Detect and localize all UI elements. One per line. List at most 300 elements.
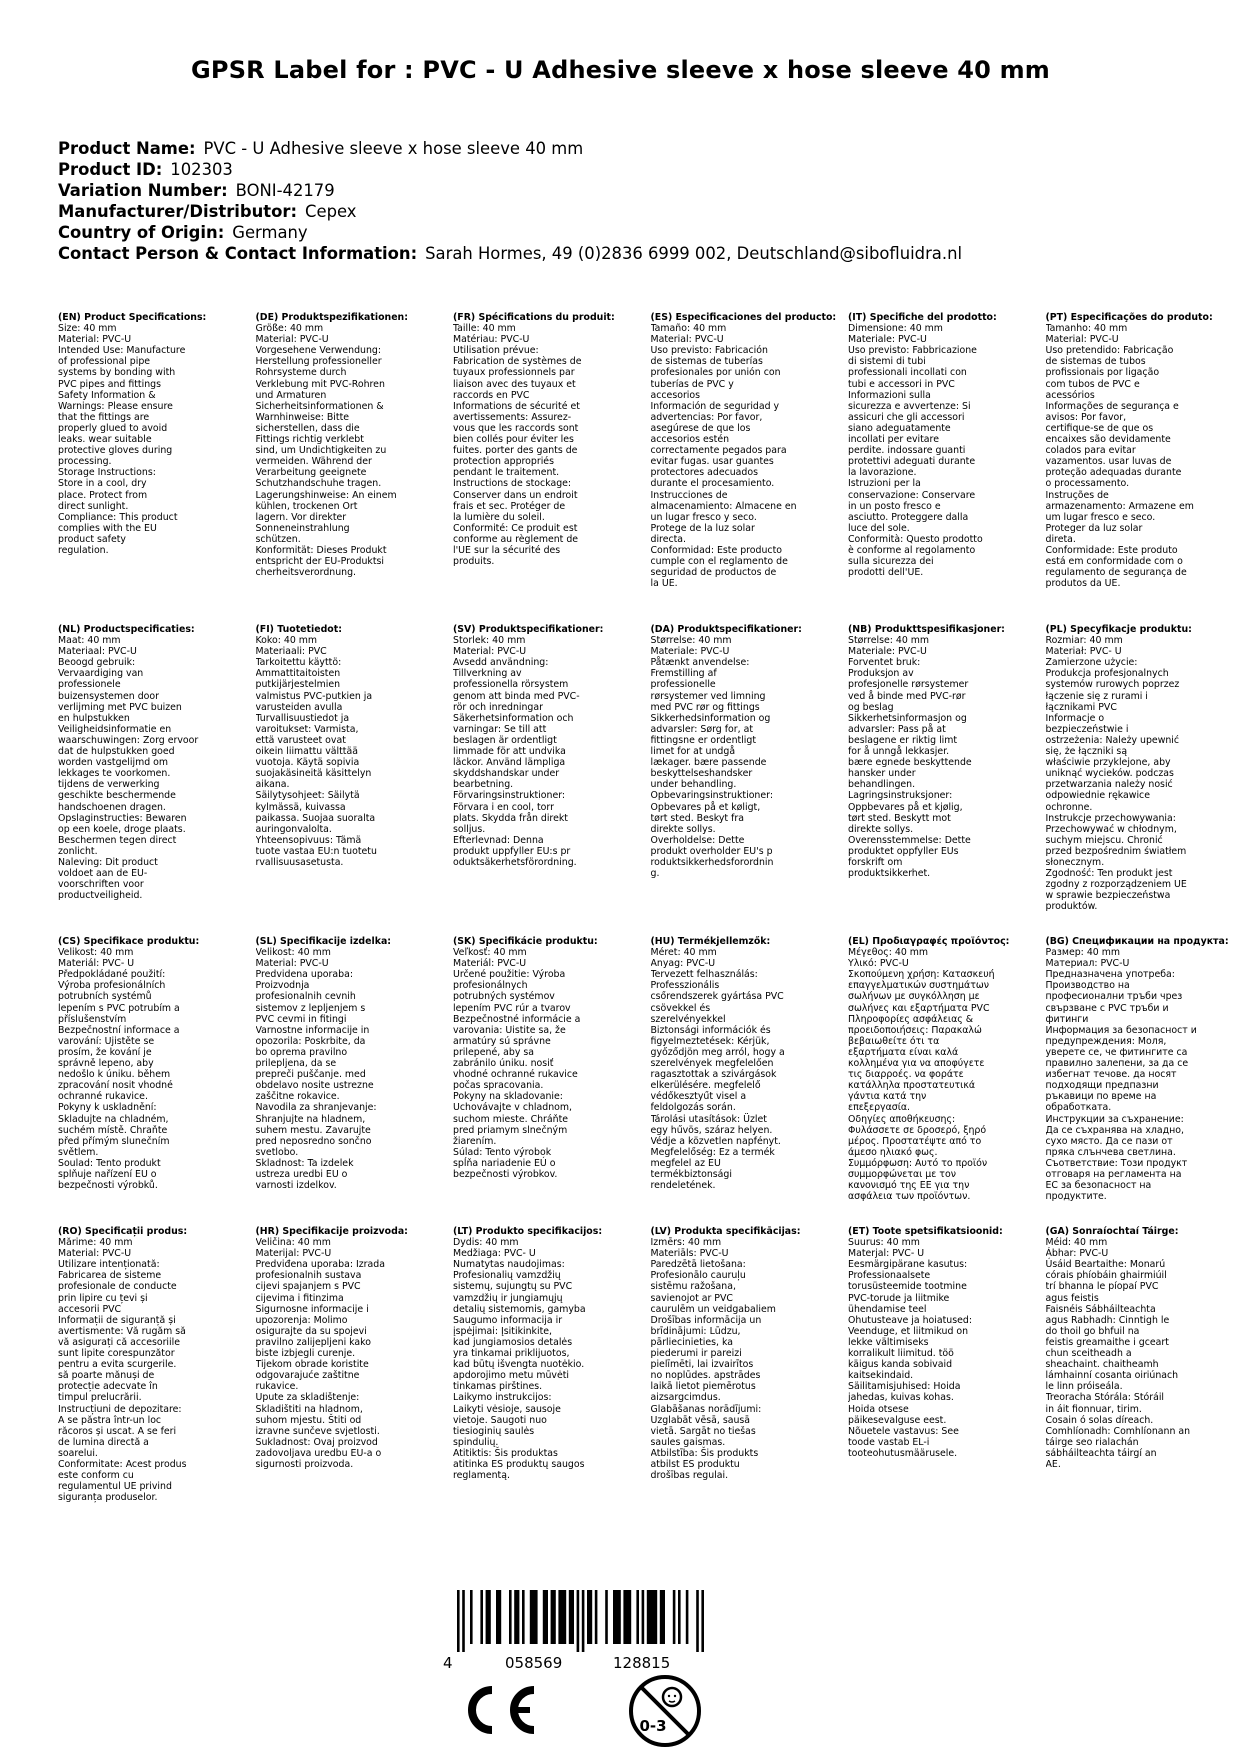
spec-line: bo oprema pravilno [255, 1046, 348, 1058]
spec-line: Conformité: Ce produit est [453, 522, 578, 534]
spec-line: győződjön meg arról, hogy a [650, 1046, 785, 1058]
spec-line: Yhteensopivuus: Tämä [255, 834, 362, 846]
spec-heading: (SL) Specifikacije izdelka: [255, 936, 392, 947]
spec-line: εξαρτήματα είναι καλά [848, 1046, 959, 1058]
spec-line: tuote vastaa EU:n tuotetu [255, 845, 377, 857]
spec-line: Ammattitaitoisten [255, 668, 341, 680]
spec-line: Navodila za shranjevanje: [255, 1102, 377, 1114]
spec-line: Skladnost: Ta izdelek [255, 1157, 354, 1169]
spec-heading: (DA) Produktspecifikationer: [650, 624, 802, 635]
spec-line: evitar fugas. usar guantes [650, 456, 774, 468]
spec-line: varovania: Uistite sa, že [453, 1024, 566, 1036]
spec-line: Materiale: PVC-U [650, 646, 730, 658]
spec-line: megfelel az EU [650, 1157, 721, 1169]
barcode-bar [577, 1590, 580, 1652]
spec-line: tørt sted. Beskytt mot [848, 812, 951, 824]
spec-line: figyelmeztetések: Kérjük, [650, 1035, 770, 1047]
spec-line: atbilst ES produktu [650, 1458, 740, 1470]
spec-line: įspėjimai: Įsitikinkite, [453, 1325, 553, 1337]
spec-line: Medžiaga: PVC- U [453, 1248, 536, 1260]
spec-line: voorschriften voor [58, 879, 144, 891]
spec-line: schützen. [255, 533, 301, 545]
spec-block [651, 312, 849, 624]
barcode-bar [587, 1590, 592, 1644]
spec-line: sistemų, sujungtų su PVC [453, 1281, 573, 1293]
spec-block [1046, 312, 1241, 624]
spec-line: PVC-torude ja liitmike [848, 1292, 950, 1304]
spec-line: počas spracovania. [453, 1080, 544, 1092]
spec-line: Skladujte na chladném, [58, 1113, 169, 1125]
spec-line: systems by bonding with [58, 367, 176, 379]
spec-line: Fabrication de systèmes de [453, 356, 582, 368]
spec-line: Storage Instructions: [58, 467, 156, 479]
spec-line: Produkcja profesjonalnych [1045, 668, 1169, 680]
spec-line: le linn próiseála. [1045, 1381, 1123, 1393]
spec-line: Tárolási utasítások: Üzlet [650, 1113, 767, 1125]
spec-block [848, 312, 1046, 624]
spec-line: przed bezpośrednim światłem [1045, 845, 1187, 857]
spec-line: prodotti dell'UE. [848, 567, 924, 579]
spec-line: sicherstellen, dass die [255, 422, 360, 434]
spec-line: beslagene er riktig limt [848, 734, 958, 746]
spec-line: ασφάλεια των προϊόντων. [848, 1191, 971, 1203]
spec-line: Fabricarea de sisteme [58, 1270, 162, 1282]
spec-line: prilepljena, da se [255, 1058, 337, 1070]
spec-line: Informations de sécurité et [453, 400, 580, 412]
spec-line: lækager. bære passende [650, 757, 767, 769]
spec-line: Φυλάσσετε σε δροσερό, ξηρό [848, 1124, 987, 1136]
spec-line: Mărime: 40 mm [58, 1237, 133, 1249]
spec-line: védőkesztyűt visel a [650, 1091, 747, 1103]
spec-line: Skladištiti na hladnom, [255, 1403, 363, 1415]
spec-line: place. Protect from [58, 489, 148, 501]
spec-line: apdorojimo metu mūvėti [453, 1370, 569, 1382]
spec-heading: (NB) Produkttspesifikasjoner: [848, 624, 1005, 635]
spec-block [256, 936, 454, 1226]
spec-heading: (HU) Termékjellemzők: [650, 936, 771, 947]
spec-line: Určené použitie: Výroba [453, 969, 566, 981]
spec-line: leaks. wear suitable [58, 434, 152, 446]
spec-line: tubi e accessori in PVC [848, 378, 955, 390]
spec-line: asegúrese de que los [650, 422, 751, 434]
spec-line: lepením s PVC potrubím a [58, 1002, 180, 1014]
spec-line: forskrift om [848, 856, 903, 868]
spec-block [256, 624, 454, 936]
spec-line: of professional pipe [58, 356, 151, 368]
spec-line: Paredzētā lietošana: [650, 1259, 746, 1271]
spec-line: Размер: 40 mm [1045, 947, 1120, 959]
spec-line: vă asigurați că accesoriile [58, 1336, 181, 1348]
spec-line: läckor. Använd lämpliga [453, 757, 566, 769]
spec-line: è conforme al regolamento [848, 544, 976, 556]
spec-line: incollati per evitare [848, 434, 939, 446]
country-of-origin-row: Country of Origin: Germany [58, 223, 308, 242]
spec-line: beslagen är ordentligt [453, 734, 557, 746]
spec-line: cumple con el reglamento de [650, 556, 788, 568]
barcode-digit-first: 4 [443, 1654, 453, 1672]
spec-line: under behandling. [650, 779, 737, 791]
spec-line: perdite. indossare guanti [848, 445, 966, 457]
spec-line: słonecznym. [1045, 856, 1105, 868]
spec-line: Πληροφορίες ασφάλειας & [848, 1013, 974, 1025]
barcode-bar [569, 1590, 574, 1644]
spec-heading: (RO) Specificații produs: [58, 1226, 188, 1237]
spec-line: vous que les raccords sont [453, 422, 579, 434]
spec-line: bezpieczeństwie i [1045, 723, 1129, 735]
spec-line: conforme au règlement de [453, 533, 579, 545]
spec-line: direta. [1045, 533, 1076, 545]
spec-line: kylmässä, kuivassa [255, 801, 346, 813]
spec-line: kaitsekindaid. [848, 1370, 914, 1382]
spec-block [651, 624, 849, 936]
spec-line: Overensstemmelse: Dette [848, 834, 971, 846]
spec-line: συμμορφώνεται με τον [848, 1168, 956, 1180]
spec-line: bære egnede beskyttende [848, 757, 972, 769]
spec-line: sunt lipite corespunzător [58, 1348, 175, 1360]
spec-line: geschikte beschermende [58, 790, 176, 802]
spec-line: de sistemas de tubos [1045, 356, 1146, 368]
spec-line: varusteiden avulla [255, 701, 343, 713]
spec-line: vamzdžių ir jungiamųjų [453, 1292, 563, 1304]
spec-line: žiarením. [453, 1135, 497, 1147]
spec-line: избегнат течове. да носят [1045, 1069, 1177, 1081]
spec-line: skyddshandskar under [453, 768, 560, 780]
spec-line: PVC cevmi in fitingi [255, 1013, 347, 1025]
spec-line: Veľkosť: 40 mm [453, 947, 527, 959]
spec-line: Σκοπούμενη χρήση: Κατασκευή [848, 969, 995, 981]
spec-line: Materiaali: PVC [255, 646, 327, 658]
spec-heading: (FR) Spécifications du produit: [453, 312, 615, 323]
spec-line: фитинги [1045, 1013, 1089, 1025]
spec-line: Biztonsági információk és [650, 1024, 771, 1036]
spec-heading: (NL) Productspecificaties: [58, 624, 195, 635]
spec-line: Eesmärgipärane kasutus: [848, 1259, 968, 1271]
spec-line: agus Rabhadh: Cinntigh le [1045, 1314, 1170, 1326]
age-warning-icon [627, 1673, 703, 1749]
spec-line: Súlad: Tento výrobok [453, 1146, 552, 1158]
spec-line: tørt sted. Beskyt fra [650, 812, 744, 824]
spec-line: σωλήνες και εξαρτήματα PVC [848, 1002, 990, 1014]
spec-line: professionella rörsystem [453, 679, 569, 691]
spec-line: kad jungiamosios detalės [453, 1336, 573, 1348]
spec-line: córais phíobáin ghairmiúil [1045, 1270, 1167, 1282]
spec-line: Compliance: This product [58, 511, 178, 523]
spec-line: jahedas, kuivas kohas. [848, 1392, 954, 1404]
spec-line: avisos: Por favor, [1045, 411, 1127, 423]
spec-line: Warnings: Please ensure [58, 400, 173, 412]
spec-line: Intended Use: Manufacture [58, 345, 186, 357]
spec-line: Instrukcje przechowywania: [1045, 812, 1176, 824]
product-id-row: Product ID: 102303 [58, 160, 233, 179]
spec-line: accesorios [650, 389, 701, 401]
spec-line: ostrzeżenia: Należy upewnić [1045, 734, 1180, 746]
spec-line: Veenduge, et liitmikud on [848, 1325, 969, 1337]
spec-line: lekke vältimiseks [848, 1336, 929, 1348]
spec-line: Sikkerhedsinformation og [650, 712, 771, 724]
spec-line: Istruzioni per la [848, 478, 921, 490]
spec-line: Konformität: Dieses Produkt [255, 544, 387, 556]
spec-line: Materiāls: PVC-U [650, 1248, 729, 1260]
spec-line: varnosti izdelkov. [255, 1180, 337, 1192]
spec-line: regulamento de segurança de [1045, 567, 1187, 579]
spec-line: la lumière du soleil. [453, 511, 545, 523]
spec-line: profesionale de conducte [58, 1281, 177, 1293]
spec-line: Taille: 40 mm [453, 323, 516, 335]
spec-line: egy hűvös, száraz helyen. [650, 1124, 773, 1136]
spec-line: elkerülésére. megfelelő [650, 1080, 761, 1092]
spec-line: Profesionālo cauruļu [650, 1270, 746, 1282]
spec-line: sábháilteachta táirgí an [1045, 1447, 1157, 1459]
spec-line: uniknąć wycieków. podczas [1045, 768, 1174, 780]
spec-block [651, 1226, 849, 1586]
spec-line: Vervaardiging van [58, 668, 144, 680]
spec-line: Beschermen tegen direct [58, 834, 177, 846]
spec-line: Conformitate: Acest produs [58, 1458, 187, 1470]
barcode-bar [530, 1590, 538, 1644]
spec-line: izravne sunčeve svjetlosti. [255, 1425, 380, 1437]
spec-heading: (LT) Produkto specifikacijos: [453, 1226, 603, 1237]
spec-line: la lavorazione. [848, 467, 917, 479]
spec-line: pielīmēti, lai izvairītos [650, 1359, 754, 1371]
spec-line: lagern. Vor direkter [255, 511, 347, 523]
spec-line: behandlingen. [848, 779, 916, 791]
spec-line: odpowiednie rękawice [1045, 790, 1150, 802]
spec-line: direkte sollys. [848, 823, 914, 835]
spec-line: Drošības informācija un [650, 1314, 762, 1326]
spec-line: advarsler: Pass på at [848, 723, 946, 735]
barcode-bars [443, 1590, 743, 1652]
spec-line: sheachaint. chaitheamh [1045, 1359, 1159, 1371]
spec-line: PVC pipes and fittings [58, 378, 161, 390]
barcode-bar [642, 1590, 645, 1644]
spec-line: łączenie się z rurami i [1045, 690, 1148, 702]
barcode-bar [558, 1590, 566, 1644]
spec-line: Protege de la luz solar [650, 522, 755, 534]
spec-line: Instruções de [1045, 489, 1109, 501]
spec-line: professionelle [650, 679, 716, 691]
barcode-bar [595, 1590, 598, 1644]
age-warning-text: 0-3 [639, 1717, 667, 1735]
spec-line: vietoje. Saugoti nuo [453, 1414, 547, 1426]
spec-line: prilepené, aby sa [453, 1046, 535, 1058]
spec-line: Uso previsto: Fabricación [650, 345, 768, 357]
spec-line: Conformità: Questo prodotto [848, 533, 983, 545]
spec-line: μέρος. Προστατέψτε από το [848, 1135, 982, 1147]
spec-line: termékbiztonsági [650, 1168, 732, 1180]
spec-line: profesjonelle rørsystemer [848, 679, 969, 691]
spec-line: sistēmu ražošana, [650, 1281, 736, 1293]
spec-line: agus feistis [1045, 1292, 1099, 1304]
spec-block [1046, 624, 1241, 936]
spec-line: zgodny z rozporządzeniem UE [1045, 879, 1187, 891]
barcode-bar [514, 1590, 519, 1644]
spec-block [58, 624, 256, 936]
spec-line: Pokyny k uskladnění: [58, 1102, 157, 1114]
barcode-bar [696, 1590, 699, 1652]
spec-line: Rohrsysteme durch [255, 367, 347, 379]
spec-line: kühlen, trockenen Ort [255, 500, 358, 512]
spec-line: κατάλληλα προστατευτικά [848, 1080, 976, 1092]
spec-line: acessórios [1045, 389, 1095, 401]
spec-line: επαγγελματικών συστημάτων [848, 980, 989, 992]
spec-line: Proteger da luz solar [1045, 522, 1143, 534]
spec-line: Beoogd gebruik: [58, 657, 136, 669]
spec-line: Opbevares på et køligt, [650, 801, 761, 813]
spec-line: profesionales por unión con [650, 367, 781, 379]
spec-line: prepreči puščanje. med [255, 1069, 366, 1081]
spec-heading: (SV) Produktspecifikationer: [453, 624, 604, 635]
spec-block [651, 936, 849, 1226]
spec-line: Material: PVC-U [1045, 334, 1119, 346]
spec-line: vazamentos. usar luvas de [1045, 456, 1172, 468]
spec-line: ochranné rukavice. [58, 1091, 148, 1103]
spec-line: Säilytysohjeet: Säilytä [255, 790, 360, 802]
spec-line: päikesevalguse eest. [848, 1414, 947, 1426]
spec-line: fittingsne er ordentligt [650, 734, 757, 746]
spec-line: rvallisuusasetusta. [255, 856, 344, 868]
spec-line: предупреждения: Моля, [1045, 1035, 1167, 1047]
spec-line: está em conformidade com o [1045, 556, 1183, 568]
barcode-bar [551, 1590, 556, 1644]
spec-line: Material: PVC-U [58, 334, 132, 346]
spec-line: nedošlo k úniku. během [58, 1069, 171, 1081]
spec-line: rørsystemer ved limning [650, 690, 766, 702]
spec-line: AE. [1045, 1458, 1061, 1470]
barcode-bar [605, 1590, 608, 1644]
spec-line: zabránilo úniku. nosiť [453, 1058, 554, 1070]
spec-line: Koko: 40 mm [255, 635, 318, 647]
spec-line: Informacje o [1045, 712, 1105, 724]
spec-line: produktsikkerhet. [848, 868, 931, 880]
spec-line: szerelvényekkel [650, 1013, 726, 1025]
spec-line: Materiał: PVC- U [1045, 646, 1122, 658]
spec-line: protettivi adeguati durante [848, 456, 976, 468]
spec-line: drošības regulai. [650, 1470, 729, 1482]
spec-line: Säkerhetsinformation och [453, 712, 574, 724]
spec-line: правилно залепени, за да се [1045, 1058, 1189, 1070]
spec-line: Størrelse: 40 mm [650, 635, 732, 647]
spec-line: systemów rurowych poprzez [1045, 679, 1180, 691]
spec-block [453, 312, 651, 624]
barcode-bar [470, 1590, 473, 1644]
spec-line: limet for at undgå [650, 746, 736, 758]
spec-line: szerelvények megfelelően [650, 1058, 774, 1070]
spec-line: Veiligheidsinformatie en [58, 723, 172, 735]
spec-line: regulamentul UE privind [58, 1481, 172, 1493]
spec-line: Informações de segurança e [1045, 400, 1179, 412]
spec-line: conservazione: Conservare [848, 489, 976, 501]
spec-line: produktet oppfyller EUs [848, 845, 959, 857]
spec-line: Rozmiar: 40 mm [1045, 635, 1123, 647]
spec-line: direct sunlight. [58, 500, 129, 512]
spec-line: Materiale: PVC-U [848, 646, 927, 658]
spec-line: Fremstilling af [650, 668, 717, 680]
spec-line: potrubních systémů [58, 991, 152, 1003]
spec-line: pārliecinieties, ka [650, 1336, 734, 1348]
spec-line: Hoida otsese [848, 1403, 909, 1415]
spec-line: Tillverkning av [453, 668, 522, 680]
spec-line: Varnostne informacije in [255, 1024, 370, 1036]
spec-line: varování: Ujistěte se [58, 1035, 155, 1047]
spec-line: się, że łączniki są [1045, 746, 1128, 758]
spec-line: Matériau: PVC-U [453, 334, 530, 346]
product-name-row: Product Name: PVC - U Adhesive sleeve x hose sleeve 40 mm [58, 139, 584, 158]
spec-line: dat de hulpstukken goed [58, 746, 175, 758]
spec-line: Utilisation prévue: [453, 345, 539, 357]
barcode-bar [673, 1590, 676, 1644]
spec-line: κανονισμό της ΕΕ για την [848, 1180, 970, 1192]
spec-line: Méid: 40 mm [1045, 1237, 1108, 1249]
spec-line: Safety Information & [58, 389, 156, 401]
spec-line: sulla sicurezza dei [848, 556, 934, 568]
spec-line: Predvidena uporaba: [255, 969, 353, 981]
spec-line: Verarbeitung geeignete [255, 467, 367, 479]
barcode-bar [462, 1590, 465, 1652]
spec-line: com tubos de PVC e [1045, 378, 1140, 390]
spec-heading: (SK) Špecifikácie produktu: [453, 936, 598, 947]
spec-line: ragasztottak a szivárgások [650, 1069, 777, 1081]
spec-line: colados para evitar [1045, 445, 1136, 457]
barcode-bar [522, 1590, 525, 1644]
spec-line: raccords en PVC [453, 389, 530, 401]
spec-line: rendeletének. [650, 1180, 716, 1192]
spec-line: Größe: 40 mm [255, 323, 324, 335]
barcode-bar [678, 1590, 681, 1644]
spec-line: este conform cu [58, 1470, 134, 1482]
spec-line: roduktsikkerhedsforordnin [650, 856, 774, 868]
spec-line: plats. Skydda från direkt [453, 812, 568, 824]
spec-line: Schutzhandschuhe tragen. [255, 478, 382, 490]
spec-block [1046, 1226, 1241, 1586]
barcode-bar [686, 1590, 689, 1644]
spec-line: Tamaño: 40 mm [650, 323, 727, 335]
spec-line: άμεσο ηλιακό φως. [848, 1146, 938, 1158]
spec-line: отговаря на регламента на [1045, 1168, 1182, 1180]
spec-line: продуктите. [1045, 1191, 1107, 1203]
spec-block [848, 936, 1046, 1226]
spec-line: vhodné ochranné rukavice [453, 1069, 578, 1081]
spec-line: Produksjon av [848, 668, 914, 680]
spec-line: trí bhanna le píopaí PVC [1045, 1281, 1159, 1293]
spec-line: пряка слънчева светлина. [1045, 1146, 1176, 1158]
spec-line: en hulpstukken [58, 712, 130, 724]
spec-line: zaščitne rokavice. [255, 1091, 340, 1103]
spec-line: Utilizare intenționată: [58, 1259, 160, 1271]
spec-line: genom att binda med PVC- [453, 690, 580, 702]
spec-line: oduktsäkerhetsförordning. [453, 856, 577, 868]
spec-line: profesionálnych [453, 980, 528, 992]
spec-line: zonlicht. [58, 845, 98, 857]
spec-line: Proizvodnja [255, 980, 310, 992]
spec-line: táirge seo rialachán [1045, 1436, 1139, 1448]
spec-line: hansker under [848, 768, 916, 780]
spec-line: solljus. [453, 823, 486, 835]
spec-line: Glabāšanas norādījumi: [650, 1403, 762, 1415]
spec-line: protection appropriés [453, 456, 554, 468]
spec-line: beskyttelseshandsker [650, 768, 753, 780]
spec-line: σωλήνων με συγκόλληση με [848, 991, 980, 1003]
spec-line: Verklebung mit PVC-Rohren [255, 378, 385, 390]
spec-block [58, 936, 256, 1226]
spec-line: Herstellung professioneller [255, 356, 382, 368]
spec-line: bezpečnosti výrobků. [58, 1180, 158, 1192]
spec-line: Laikymo instrukcijos: [453, 1392, 552, 1404]
spec-heading: (ES) Especificaciones del producto: [650, 312, 837, 323]
spec-line: Υλικό: PVC-U [848, 958, 909, 970]
spec-line: Materijal: PVC-U [255, 1248, 332, 1260]
spec-line: właściwie przyklejone, aby [1045, 757, 1171, 769]
spec-line: um lugar fresco e seco. [1045, 511, 1156, 523]
